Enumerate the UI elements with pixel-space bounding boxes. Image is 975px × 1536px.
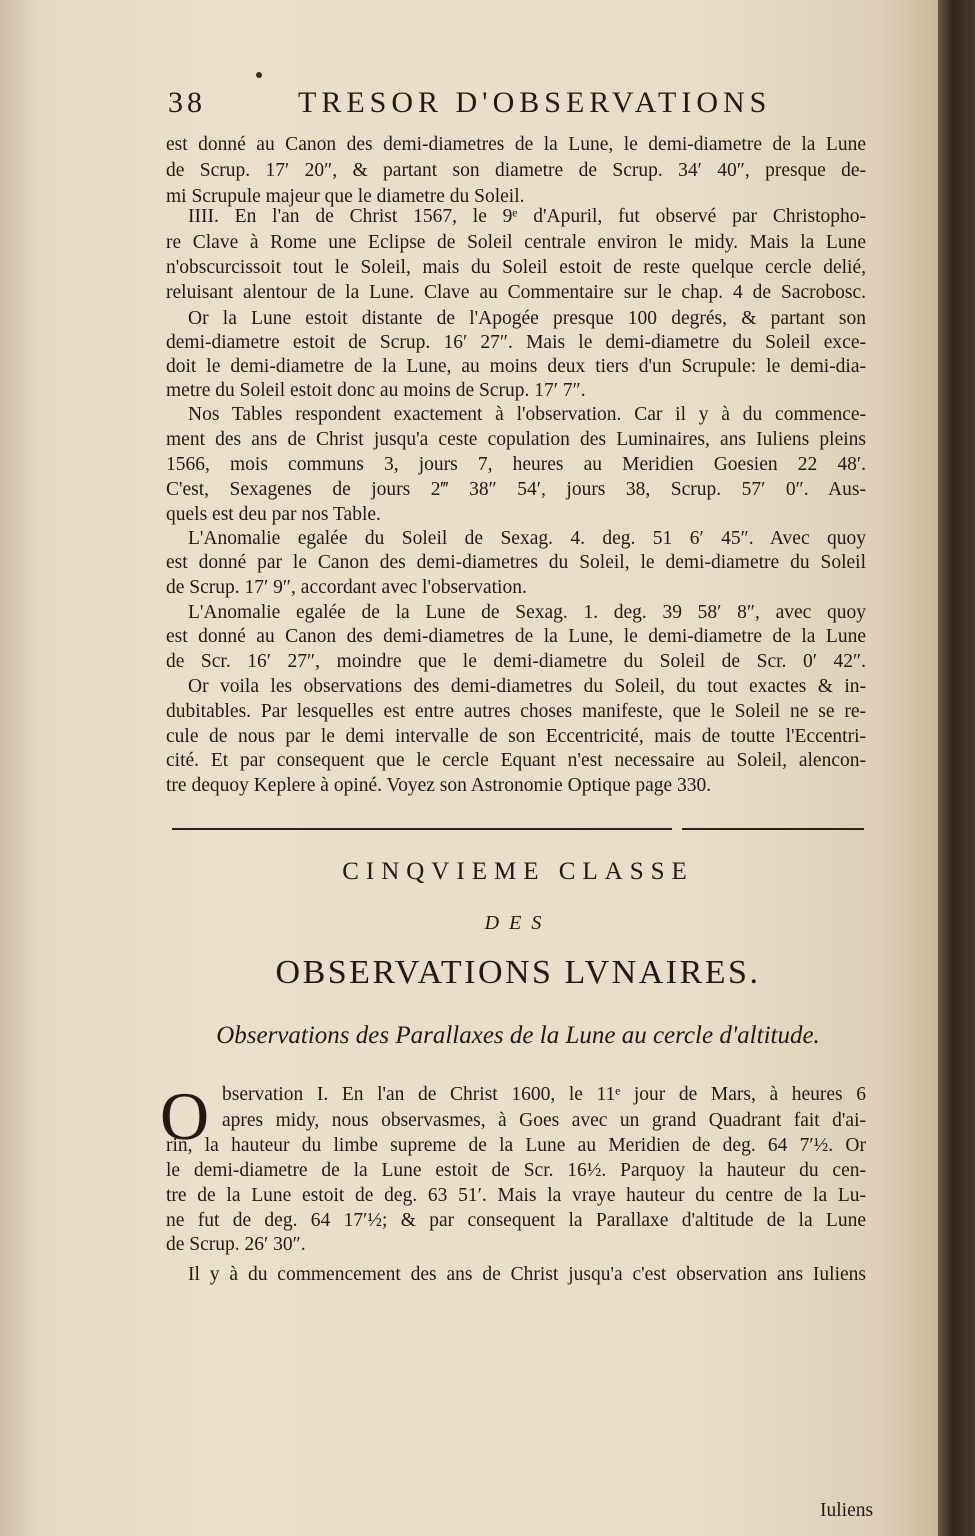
divider-rule-left <box>172 828 672 830</box>
text-line: est donné au Canon des demi-diametres de la Lune, le demi-diametre de la Lune <box>166 134 866 155</box>
text-line: cité. Et par consequent que le cercle Equant n'est necessaire au Soleil, alencon- <box>166 750 866 771</box>
book-fore-edge <box>938 0 975 1536</box>
observation-line: rin, la hauteur du limbe supreme de la Lune au Meridien de deg. 64 7′½. Or <box>166 1135 866 1156</box>
text-line: doit le demi-diametre de la Lune, au moins deux tiers d'un Scrupule: le demi-dia- <box>166 356 866 377</box>
text-line: L'Anomalie egalée de la Lune de Sexag. 1. deg. 39 58′ 8″, avec quoy <box>188 602 866 623</box>
observation-line: le demi-diametre de la Lune estoit de Scr. 16½. Parquoy la hauteur du cen- <box>166 1160 866 1181</box>
text-line: quels est deu par nos Table. <box>166 504 381 525</box>
running-header <box>168 86 864 126</box>
text-line: est donné au Canon des demi-diametres de la Lune, le demi-diametre de la Lune <box>166 626 866 647</box>
divider-rule-right <box>682 828 864 830</box>
observation-line: tre de la Lune estoit de deg. 63 51′. Mais la vraye hauteur du centre de la Lu- <box>166 1185 866 1206</box>
text-line: Nos Tables respondent exactement à l'observation. Car il y à du commence- <box>188 404 866 425</box>
text-line: Or la Lune estoit distante de l'Apogée presque 100 degrés, & partant son <box>188 308 866 329</box>
text-line: mi Scrupule majeur que le diametre du Soleil. <box>166 186 525 207</box>
running-title: TRESOR D'OBSERVATIONS <box>298 86 772 119</box>
observation-line: bservation I. En l'an de Christ 1600, le 11ᵉ jour de Mars, à heures 6 <box>222 1084 866 1105</box>
text-line: tre dequoy Keplere à opiné. Voyez son Astronomie Optique page 330. <box>166 775 712 796</box>
text-line: de Scrup. 17′ 9″, accordant avec l'observation. <box>166 577 527 598</box>
text-line: de Scr. 16′ 27″, moindre que le demi-diametre du Soleil de Scr. 0′ 42″. <box>166 651 866 672</box>
section-subtitle: Observations des Parallaxes de la Lune au cercle d'altitude. <box>216 1022 820 1049</box>
section-title-class: CINQVIEME CLASSE <box>342 858 694 885</box>
text-line: reluisant alentour de la Lune. Clave au Commentaire sur le chap. 4 de Sacrobosc. <box>166 282 866 303</box>
observation-line: ne fut de deg. 64 17′½; & par consequent la Parallaxe d'altitude de la Lune <box>166 1210 866 1231</box>
text-line: n'obscurcissoit tout le Soleil, mais du Soleil estoit de reste quelque cercle delié, <box>166 257 866 278</box>
text-line: L'Anomalie egalée du Soleil de Sexag. 4. deg. 51 6′ 45″. Avec quoy <box>188 528 866 549</box>
text-line: metre du Soleil estoit donc au moins de Scrup. 17′ 7″. <box>166 380 586 401</box>
text-line: C'est, Sexagenes de jours 2‴ 38″ 54′, jours 38, Scrup. 57′ 0″. Aus- <box>166 479 866 500</box>
text-line: 1566, mois communs 3, jours 7, heures au Meridien Goesien 22 48′. <box>166 454 866 475</box>
observation-line: Il y à du commencement des ans de Christ jusqu'a c'est observation ans Iuliens <box>188 1264 866 1285</box>
text-line: cule de nous par le demi intervalle de son Eccentricité, mais de toutte l'Eccentri- <box>166 726 866 747</box>
section-title-des: DES <box>484 912 552 934</box>
observation-line: apres midy, nous observasmes, à Goes avec un grand Quadrant fait d'ai- <box>222 1110 866 1131</box>
text-line: de Scrup. 17′ 20″, & partant son diametre de Scrup. 34′ 40″, presque de- <box>166 160 866 181</box>
text-line: re Clave à Rome une Eclipse de Soleil centrale environ le midy. Mais la Lune <box>166 232 866 253</box>
observation-line: de Scrup. 26′ 30″. <box>166 1234 306 1255</box>
catchword: Iuliens <box>820 1500 874 1521</box>
section-title-main: OBSERVATIONS LVNAIRES. <box>275 954 761 991</box>
text-line: Or voila les observations des demi-diametres du Soleil, du tout exactes & in- <box>188 676 866 697</box>
text-line: IIII. En l'an de Christ 1567, le 9ᵉ d'Apuril, fut observé par Christopho- <box>188 206 866 227</box>
text-line: ment des ans de Christ jusqu'a ceste copulation des Luminaires, ans Iuliens pleins <box>166 429 866 450</box>
text-line: dubitables. Par lesquelles est entre autres choses manifeste, que le Soleil ne se re- <box>166 701 866 722</box>
ink-dot <box>256 72 262 78</box>
page-number: 38 <box>168 86 206 119</box>
drop-cap: O <box>160 1078 210 1154</box>
text-line: est donné par le Canon des demi-diametres du Soleil, le demi-diametre du Soleil <box>166 552 866 573</box>
text-line: demi-diametre estoit de Scrup. 16′ 27″. Mais le demi-diametre du Soleil exce- <box>166 332 866 353</box>
